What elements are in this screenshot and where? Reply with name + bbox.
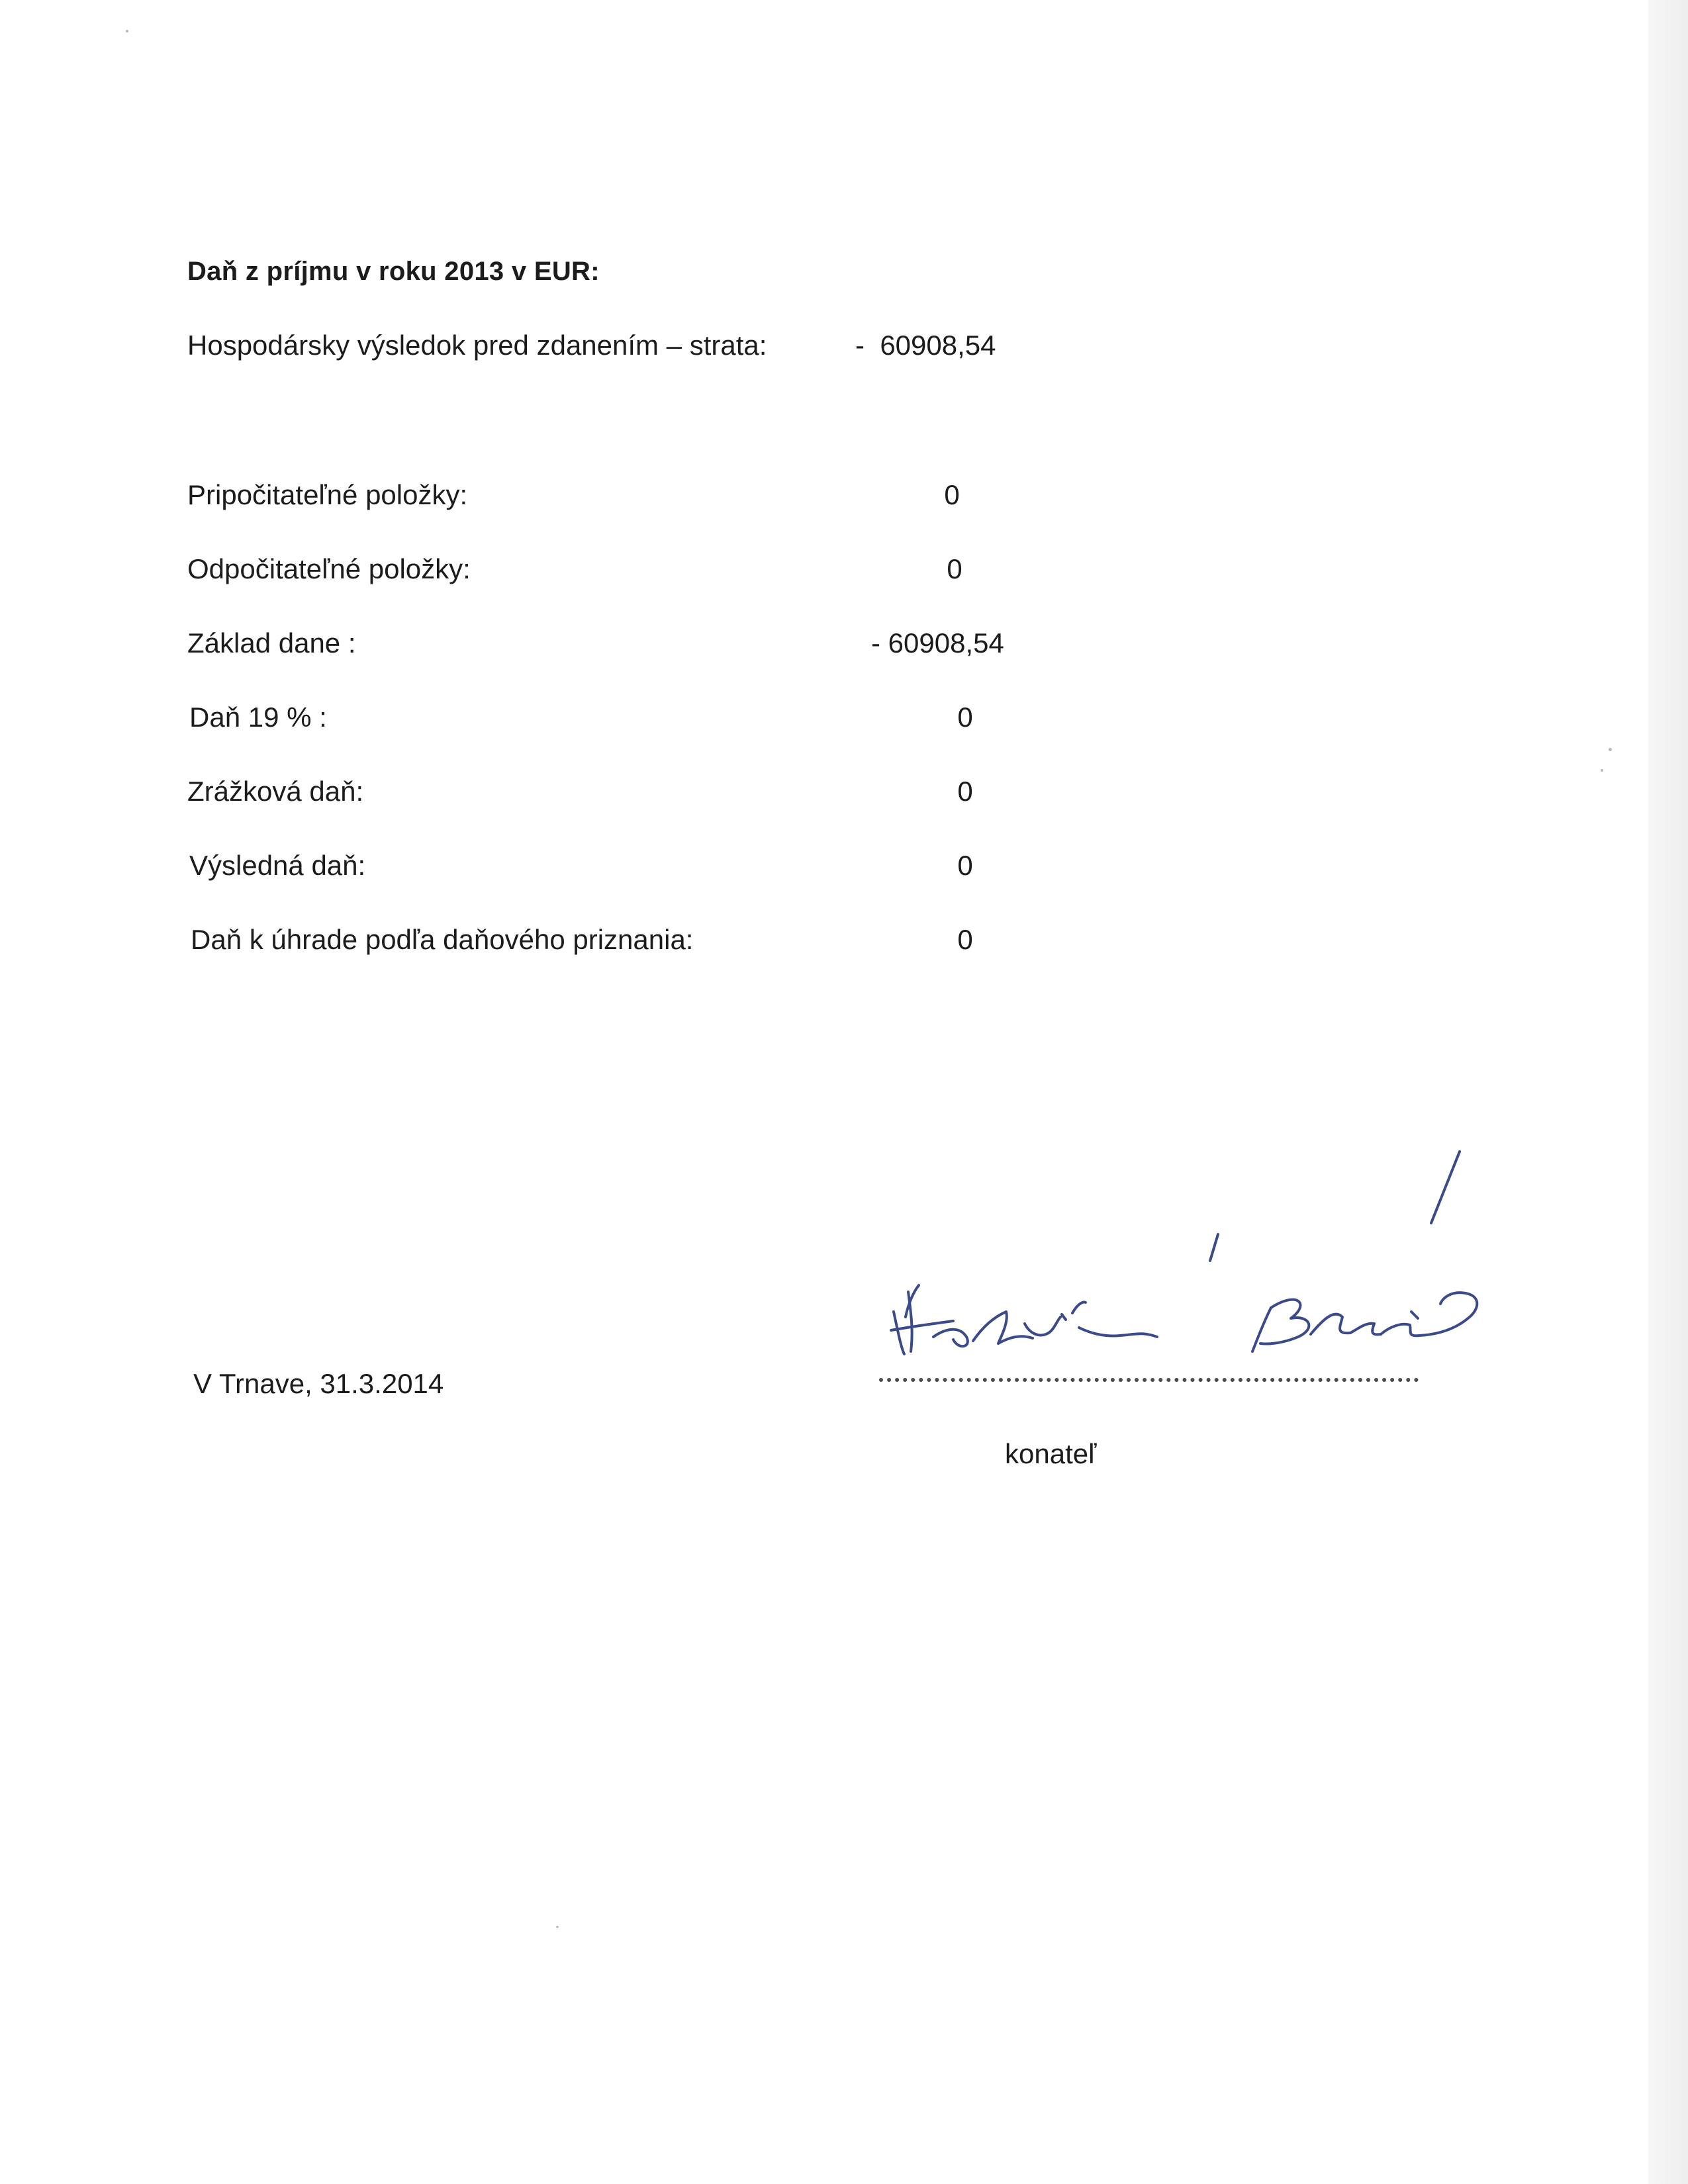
tax-item-value: - 60908,54 (871, 627, 1004, 659)
result-row (0, 330, 1688, 369)
scan-speck (1609, 748, 1612, 751)
place-date: V Trnave, 31.3.2014 (193, 1368, 444, 1399)
document-title: Daň z príjmu v roku 2013 v EUR: (187, 257, 600, 286)
tax-item-label: Daň k úhrade podľa daňového priznania: (191, 924, 694, 955)
tax-item-label: Zrážková daň: (187, 776, 364, 807)
tax-item-label: Výsledná daň: (189, 850, 366, 881)
tax-item-label: Daň 19 % : (189, 702, 327, 733)
tax-item-row (0, 479, 1688, 519)
scan-speck (126, 30, 128, 32)
tax-item-value: 0 (944, 479, 960, 510)
tax-item-row (0, 627, 1688, 667)
signatory-role: konateľ (1005, 1438, 1097, 1469)
handwritten-signature (847, 1138, 1496, 1383)
tax-item-label: Pripočitateľné položky: (187, 479, 468, 510)
tax-item-row (0, 924, 1688, 964)
tax-item-label: Základ dane : (187, 627, 356, 659)
tax-item-value: 0 (947, 553, 962, 584)
tax-item-row (0, 702, 1688, 741)
tax-item-label: Odpočitateľné položky: (187, 553, 471, 584)
tax-item-row (0, 850, 1688, 889)
scan-speck (1601, 769, 1603, 772)
result-label: Hospodársky výsledok pred zdanením – strata: (187, 330, 767, 361)
tax-item-value: 0 (957, 776, 973, 807)
tax-item-value: 0 (957, 924, 973, 955)
tax-item-value: 0 (957, 702, 973, 733)
tax-item-row (0, 776, 1688, 815)
signature-line (879, 1378, 1419, 1382)
result-value: - 60908,54 (855, 330, 996, 361)
tax-item-value: 0 (957, 850, 973, 881)
page-edge (1648, 0, 1688, 2184)
scan-speck (556, 1926, 559, 1928)
tax-item-row (0, 553, 1688, 593)
